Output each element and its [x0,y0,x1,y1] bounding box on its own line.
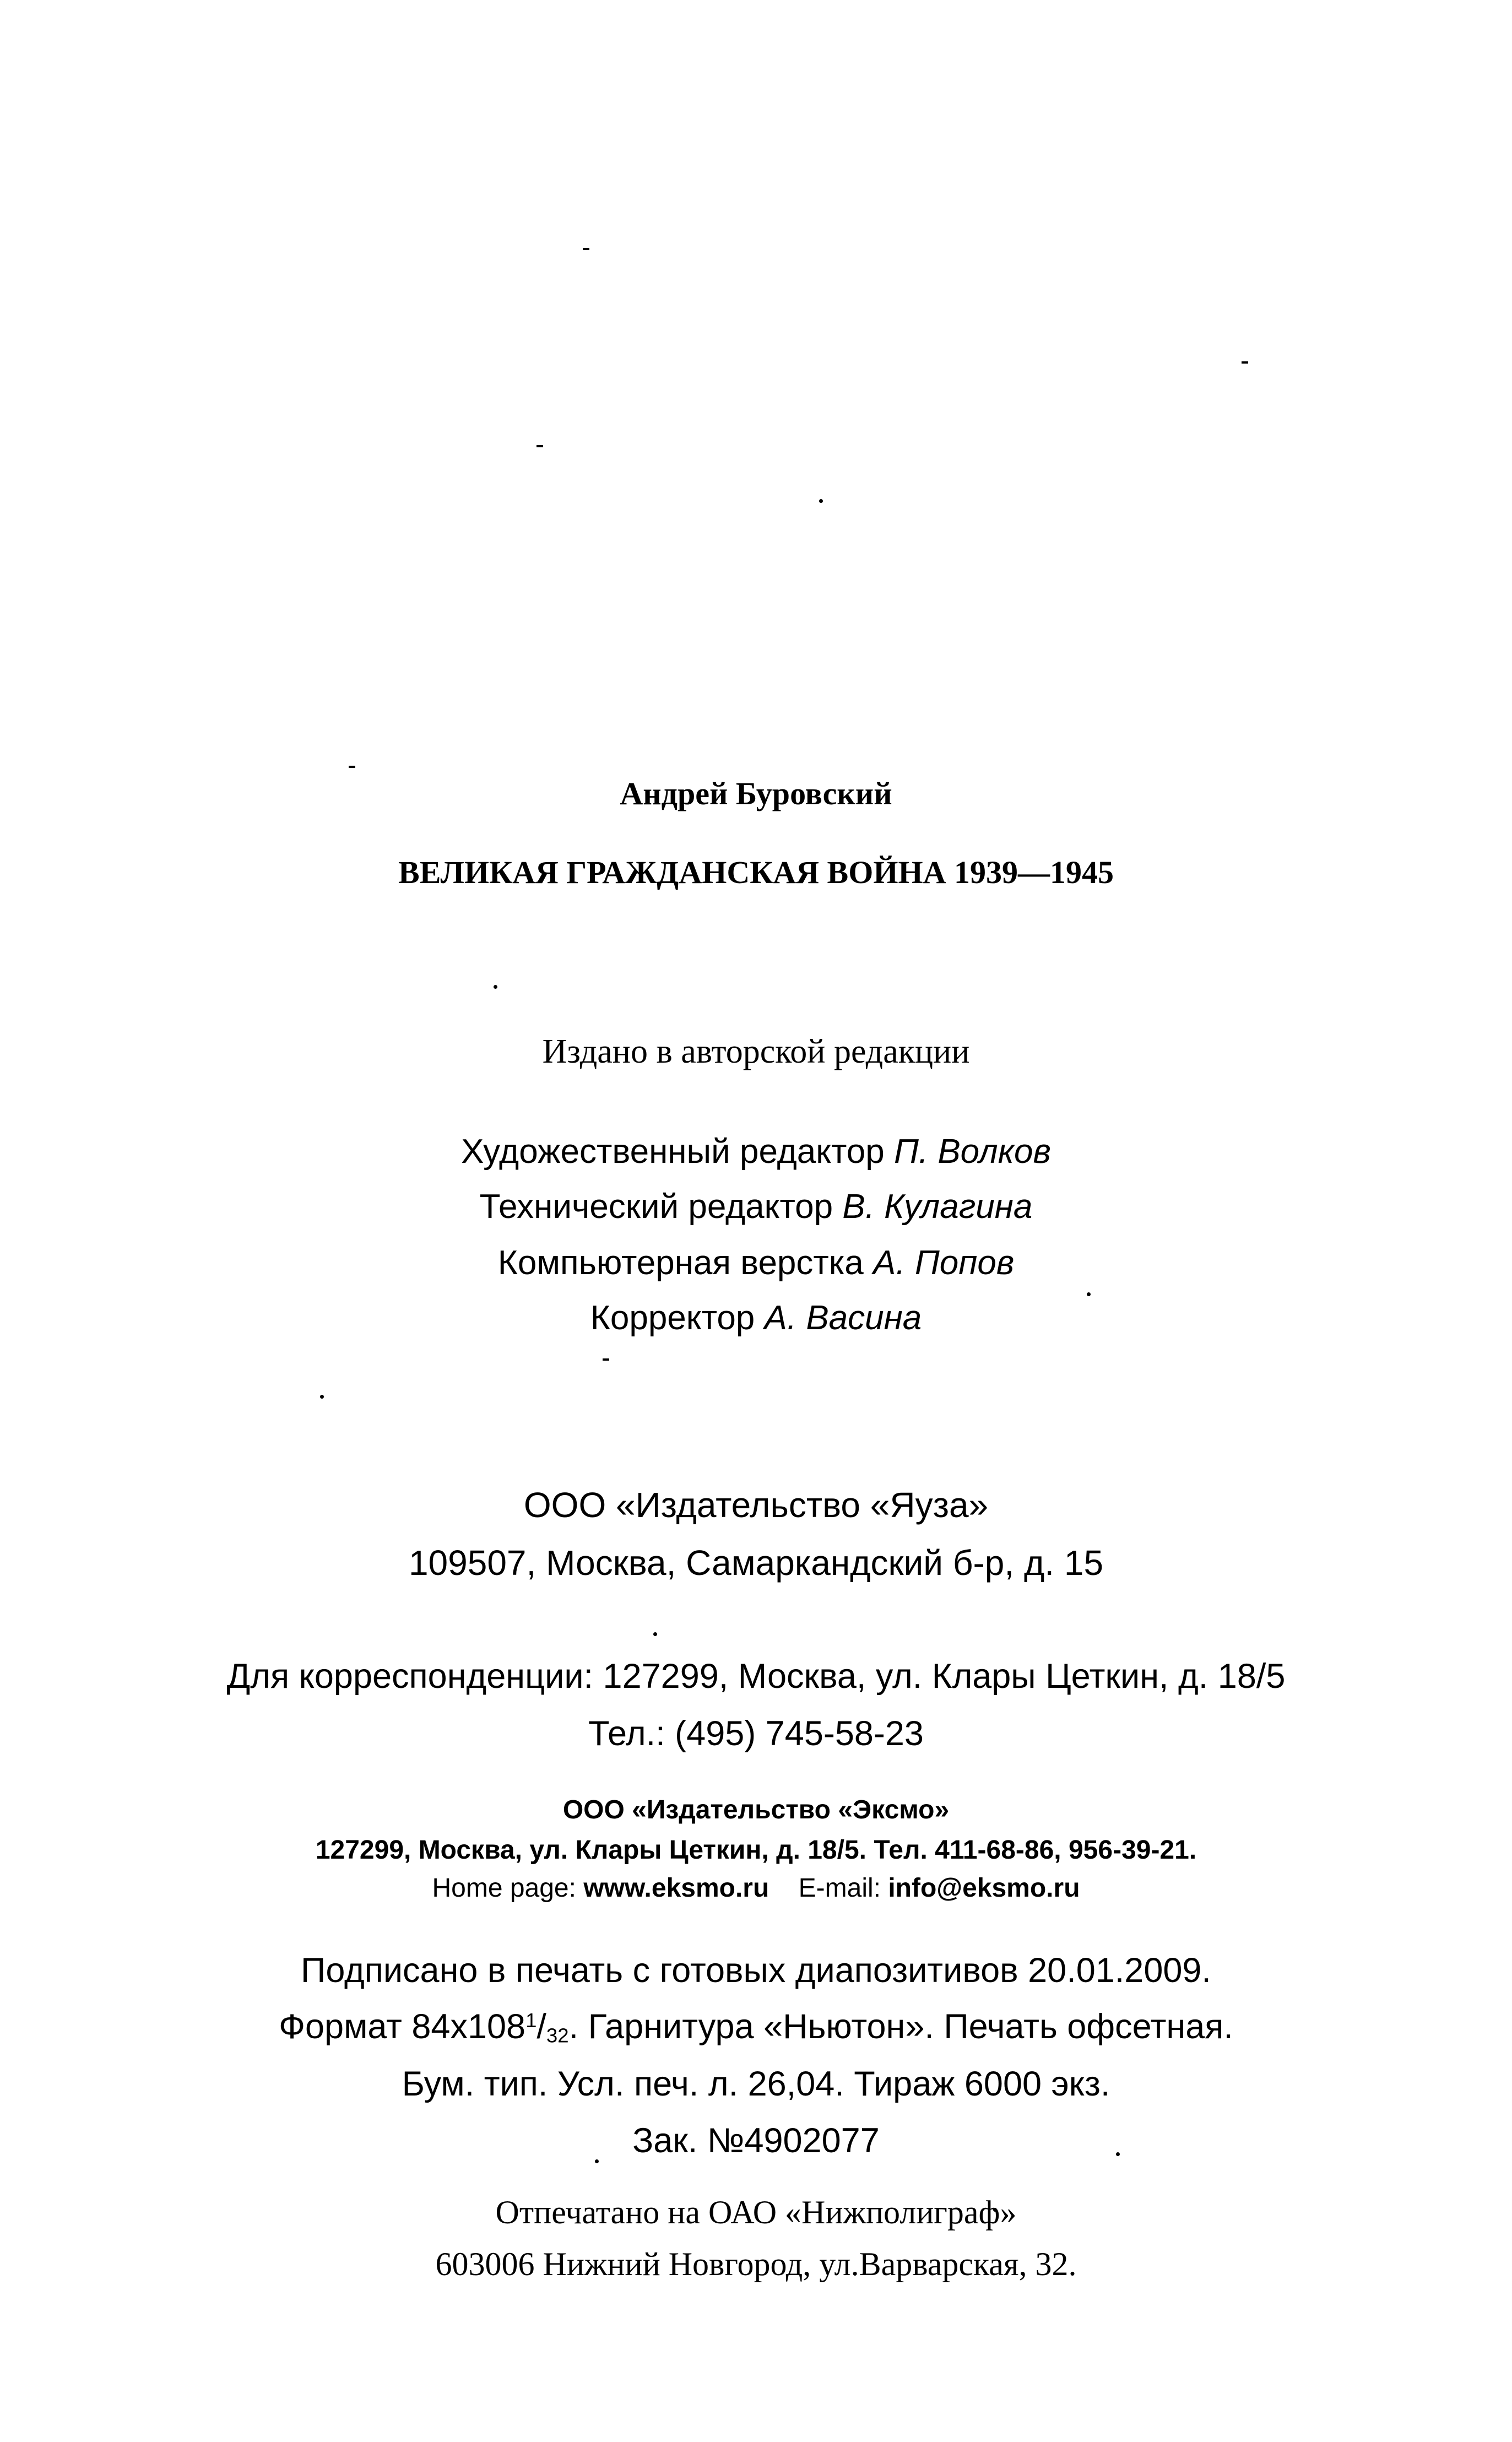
print-speck [320,1395,324,1399]
paper-and-run: Бум. тип. Усл. печ. л. 26,04. Тираж 6000 экз. [402,2065,1110,2103]
print-speck [494,985,497,989]
credit-art-editor [0,1135,1512,1169]
print-speck [653,1632,657,1636]
print-format: Формат $84x108^1/_{32}$. Гарнитура «Ньютон». Печать офсетная. [279,2007,1233,2047]
print-speck [536,445,543,447]
book-title: ВЕЛИКАЯ ГРАЖДАНСКАЯ ВОЙНА 1939—1945 [398,854,1114,890]
credit-tech-editor [0,1190,1512,1224]
publisher-phone: Тел.: (495) 745-58-23 [588,1714,924,1753]
credit-role: Технический редактор [479,1188,833,1226]
print-speck [603,1358,609,1361]
edition-note: Издано в авторской редакции [542,1033,970,1070]
format-suffix: . Гарнитура «Ньютон». Печать офсетная. [568,2007,1233,2046]
distributor-address: 127299, Москва, ул. Клары Цеткин, д. 18/5. Тел. 411-68-86, 956-39-21. [315,1835,1197,1865]
print-speck [583,248,589,250]
credit-name: П. Волков [893,1133,1051,1171]
print-speck [349,766,355,768]
print-speck [1242,361,1248,364]
print-speck [819,499,823,503]
author-name: Андрей Буровский [620,776,892,811]
credit-proofreader [0,1301,1512,1335]
distributor-name: ООО «Издательство «Эксмо» [562,1795,950,1824]
publisher-name: ООО «Издательство «Яуза» [523,1485,989,1525]
email-link[interactable]: info@eksmo.ru [888,1874,1080,1903]
printer-name: Отпечатано на ОАО «Нижполиграф» [495,2194,1017,2230]
email-label: E-mail: [798,1874,881,1903]
order-number: Зак. №4902077 [632,2121,880,2160]
credit-role: Компьютерная верстка [497,1244,864,1282]
signed-for-print: Подписано в печать с готовых диапозитивов 20.01.2009. [301,1951,1211,1990]
credit-role: Корректор [590,1299,755,1337]
credit-name: А. Васина [764,1299,922,1337]
print-speck [1087,1292,1091,1296]
credit-name: В. Кулагина [842,1188,1033,1226]
format-prefix: Формат 84x108 [279,2007,526,2046]
homepage-label: Home page: [432,1874,576,1903]
format-sup: 1 [525,2008,537,2032]
homepage-link[interactable]: www.eksmo.ru [583,1874,769,1903]
print-speck [595,2159,599,2163]
distributor-contacts [0,1875,1512,1902]
publisher-correspondence: Для корреспонденции: 127299, Москва, ул. Клары Цеткин, д. 18/5 [226,1657,1286,1696]
credit-layout [0,1246,1512,1280]
credit-role: Художественный редактор [461,1133,885,1171]
credit-name: А. Попов [873,1244,1015,1282]
publisher-address: 109507, Москва, Самаркандский б-р, д. 15 [408,1543,1104,1583]
printer-address: 603006 Нижний Новгород, ул.Варварская, 32. [435,2246,1077,2282]
format-sub: 32 [546,2024,569,2047]
